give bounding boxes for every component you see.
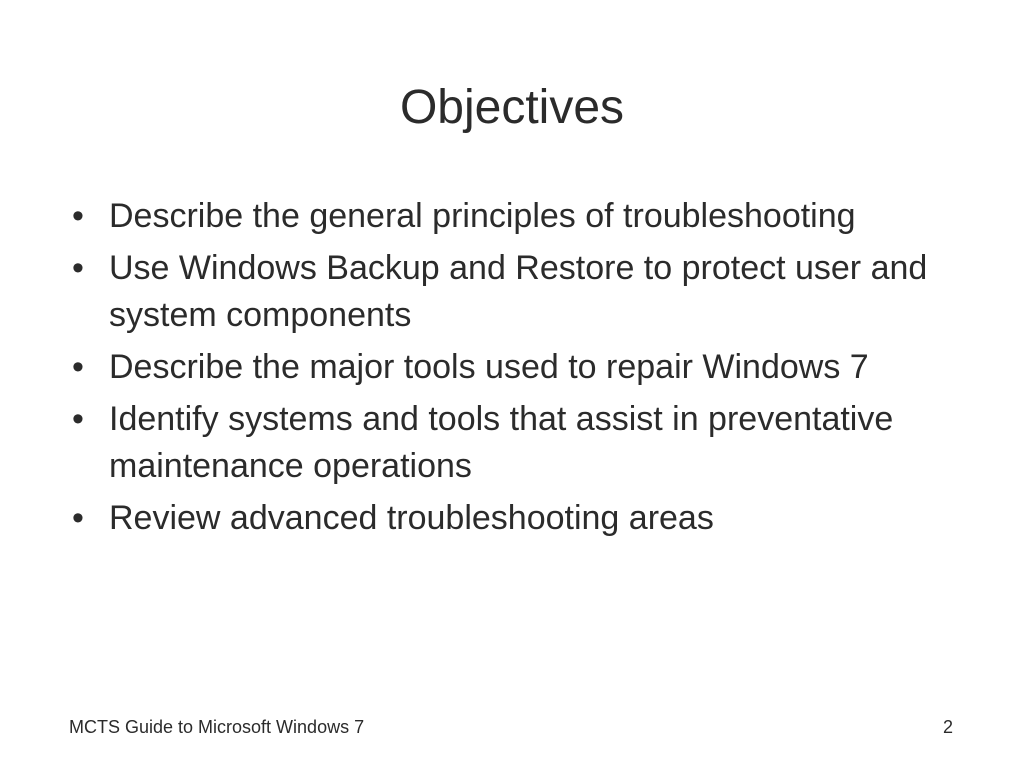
bullet-icon: • — [72, 249, 84, 287]
objectives-list — [72, 193, 972, 547]
footer-course-title: MCTS Guide to Microsoft Windows 7 — [69, 717, 365, 737]
list-item — [72, 396, 972, 490]
list-item-text: Review advanced troubleshooting areas — [109, 499, 714, 537]
list-item-text: Describe the major tools used to repair Windows 7 — [109, 348, 869, 386]
list-item — [72, 344, 972, 391]
list-item — [72, 193, 972, 240]
bullet-icon: • — [72, 400, 84, 438]
bullet-icon: • — [72, 348, 84, 386]
bullet-icon: • — [72, 197, 84, 235]
list-item — [72, 245, 972, 339]
list-item-text: Use Windows Backup and Restore to protect user and system components — [109, 249, 928, 334]
page-number: 2 — [942, 717, 953, 737]
list-item — [72, 495, 972, 542]
list-item-text: Describe the general principles of troubleshooting — [109, 197, 856, 235]
list-item-text: Identify systems and tools that assist in preventative maintenance operations — [109, 400, 894, 485]
slide-title: Objectives — [399, 81, 625, 134]
bullet-icon: • — [72, 499, 84, 537]
